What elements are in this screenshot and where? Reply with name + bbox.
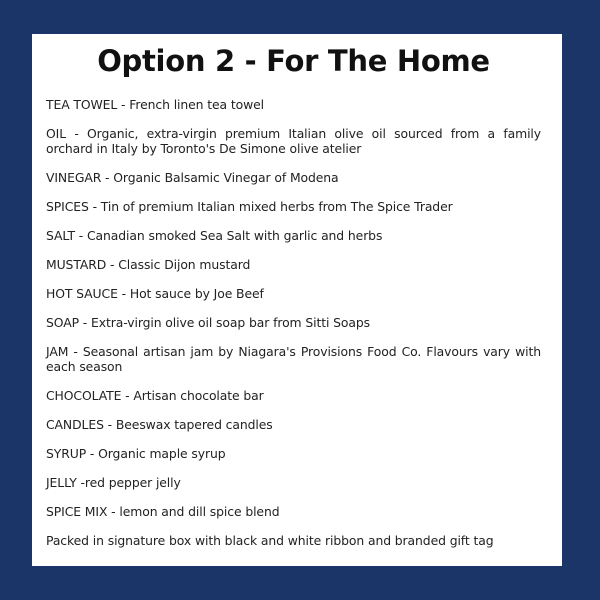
list-item-tea-towel: TEA TOWEL - French linen tea towel	[46, 97, 264, 112]
list-item-jam: JAM - Seasonal artisan jam by Niagara's Provisions Food Co. Flavours vary with each season	[46, 344, 541, 374]
list-item-jelly: JELLY -red pepper jelly	[46, 475, 181, 490]
list-item-spice-mix: SPICE MIX - lemon and dill spice blend	[46, 504, 280, 519]
list-item-vinegar: VINEGAR - Organic Balsamic Vinegar of Modena	[46, 170, 339, 185]
list-item-salt: SALT - Canadian smoked Sea Salt with garlic and herbs	[46, 228, 383, 243]
list-item-soap: SOAP - Extra-virgin olive oil soap bar from Sitti Soaps	[46, 315, 371, 330]
item-list	[46, 97, 541, 548]
list-item-spices: SPICES - Tin of premium Italian mixed herbs from The Spice Trader	[46, 199, 453, 214]
content-card	[32, 34, 562, 566]
list-item-hot-sauce: HOT SAUCE - Hot sauce by Joe Beef	[46, 286, 264, 301]
list-item-oil: OIL - Organic, extra-virgin premium Italian olive oil sourced from a family orchard in Italy by Toronto's De Simone olive atelier	[46, 126, 541, 156]
list-item-mustard: MUSTARD - Classic Dijon mustard	[46, 257, 251, 272]
list-item-candles: CANDLES - Beeswax tapered candles	[46, 417, 273, 432]
list-item-chocolate: CHOCOLATE - Artisan chocolate bar	[46, 388, 264, 403]
page-title: Option 2 - For The Home	[97, 44, 490, 78]
list-item-syrup: SYRUP - Organic maple syrup	[46, 446, 226, 461]
list-item-packaging: Packed in signature box with black and white ribbon and branded gift tag	[46, 533, 494, 548]
